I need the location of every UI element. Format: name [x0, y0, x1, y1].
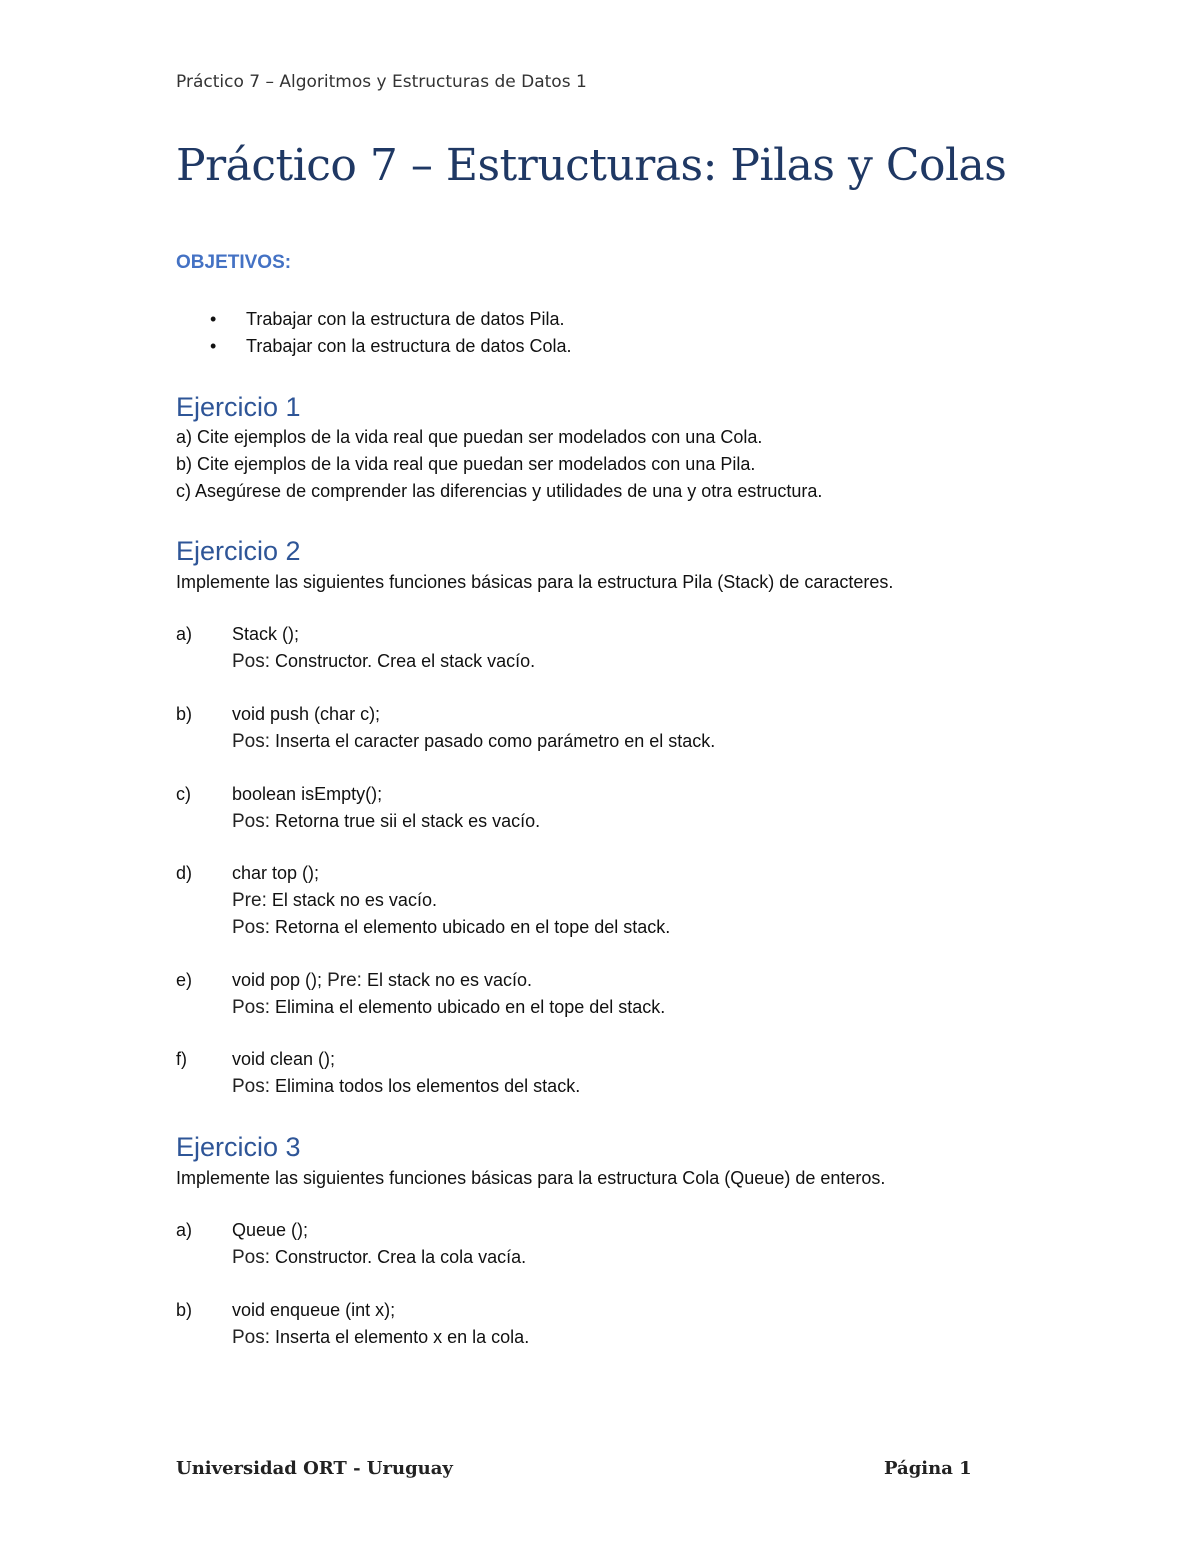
pos-text: Retorna el elemento ubicado en el tope del stack.	[275, 917, 671, 937]
function-signature: void push (char c);	[232, 704, 381, 724]
item-letter: c)	[176, 784, 191, 804]
page-header: Práctico 7 – Algoritmos y Estructuras de Datos 1	[176, 72, 587, 92]
pos-text: Elimina el elemento ubicado en el tope del stack.	[275, 997, 666, 1017]
pos-text: Inserta el caracter pasado como parámetro en el stack.	[275, 731, 716, 751]
pos-label: Pos:	[232, 917, 271, 938]
item-letter: a)	[176, 624, 193, 644]
objective-text: Trabajar con la estructura de datos Cola.	[246, 336, 572, 356]
pos-text: Constructor. Crea la cola vacía.	[275, 1247, 527, 1267]
function-signature: char top ();	[232, 863, 320, 883]
function-signature: void clean ();	[232, 1049, 336, 1069]
function-signature: Queue ();	[232, 1220, 309, 1240]
exercise-1-line: a) Cite ejemplos de la vida real que puedan ser modelados con una Cola.	[176, 427, 763, 447]
pos-text: Constructor. Crea el stack vacío.	[275, 651, 536, 671]
pos-label: Pos:	[232, 651, 271, 672]
item-letter: d)	[176, 863, 193, 883]
exercise-1-line: b) Cite ejemplos de la vida real que puedan ser modelados con una Pila.	[176, 454, 756, 474]
exercise-3-intro: Implemente las siguientes funciones básicas para la estructura Cola (Queue) de enteros.	[176, 1168, 886, 1188]
function-signature: Stack ();	[232, 624, 300, 644]
exercise-1-title: Ejercicio 1	[176, 392, 301, 422]
pos-label: Pos:	[232, 1327, 271, 1348]
item-letter: b)	[176, 704, 193, 724]
pos-text: Elimina todos los elementos del stack.	[275, 1076, 581, 1096]
objectives-heading: OBJETIVOS:	[176, 252, 292, 273]
pos-text: Inserta el elemento x en la cola.	[275, 1327, 530, 1347]
function-signature: boolean isEmpty();	[232, 784, 383, 804]
pos-label: Pos:	[232, 1076, 271, 1097]
objective-text: Trabajar con la estructura de datos Pila.	[246, 309, 565, 329]
pre-label: Pre:	[232, 890, 267, 911]
function-signature: void pop ();	[232, 970, 323, 990]
pre-text: El stack no es vacío.	[271, 890, 437, 910]
item-letter: a)	[176, 1220, 193, 1240]
exercise-1-line: c) Asegúrese de comprender las diferencias y utilidades de una y otra estructura.	[176, 481, 823, 501]
bullet-icon: •	[210, 336, 217, 356]
item-letter: b)	[176, 1300, 193, 1320]
footer-institution: Universidad ORT - Uruguay	[176, 1458, 453, 1479]
pos-label: Pos:	[232, 997, 271, 1018]
pre-label: Pre:	[327, 970, 362, 991]
pos-label: Pos:	[232, 1247, 271, 1268]
function-signature: void enqueue (int x);	[232, 1300, 396, 1320]
pos-label: Pos:	[232, 811, 271, 832]
page-title: Práctico 7 – Estructuras: Pilas y Colas	[176, 140, 1007, 191]
exercise-3-title: Ejercicio 3	[176, 1132, 301, 1162]
exercise-2-intro: Implemente las siguientes funciones básicas para la estructura Pila (Stack) de caracteres.	[176, 572, 894, 592]
item-letter: e)	[176, 970, 193, 990]
pos-label: Pos:	[232, 731, 271, 752]
pre-text: El stack no es vacío.	[366, 970, 533, 990]
pos-text: Retorna true sii el stack es vacío.	[275, 811, 541, 831]
footer-page-number: Página 1	[884, 1458, 972, 1479]
exercise-2-title: Ejercicio 2	[176, 536, 301, 566]
bullet-icon: •	[210, 309, 217, 329]
item-letter: f)	[176, 1049, 187, 1069]
